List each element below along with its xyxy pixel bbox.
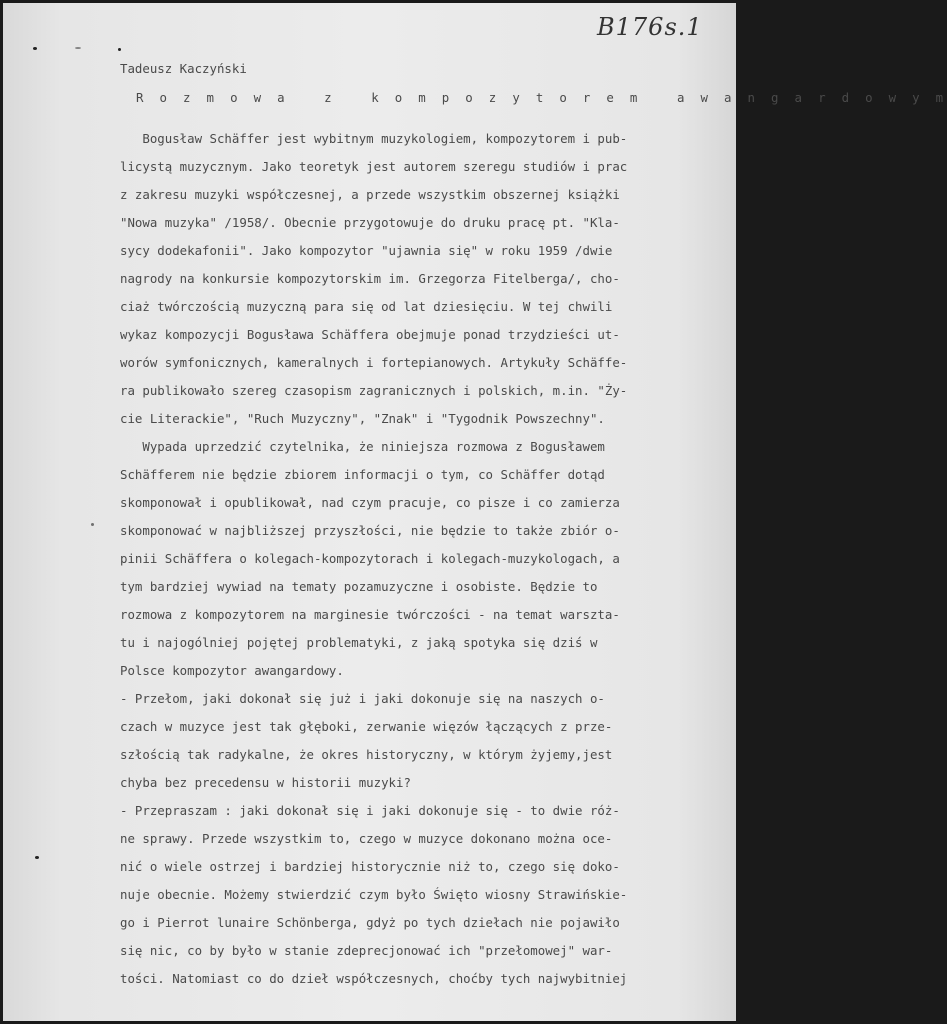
text-line: pinii Schäffera o kolegach-kompozytorach i kolegach-muzykologach, a bbox=[120, 551, 620, 566]
typed-page bbox=[3, 3, 947, 1021]
text-line: nić o wiele ostrzej i bardziej historycznie niż to, czego się doko- bbox=[120, 859, 620, 874]
scan-speck bbox=[75, 47, 81, 49]
text-line: - Przepraszam : jaki dokonał się i jaki dokonuje się - to dwie róż- bbox=[120, 803, 620, 818]
scan-speck bbox=[91, 523, 94, 526]
text-line: z zakresu muzyki współczesnej, a przede wszystkim obszernej książki bbox=[120, 187, 620, 202]
author-name: Tadeusz Kaczyński bbox=[120, 61, 247, 76]
text-line: Bogusław Schäffer jest wybitnym muzykologiem, kompozytorem i pub- bbox=[120, 131, 628, 146]
text-line: skomponował i opublikował, nad czym pracuje, co pisze i co zamierza bbox=[120, 495, 620, 510]
text-line: cie Literackie", "Ruch Muzyczny", "Znak" i "Tygodnik Powszechny". bbox=[120, 411, 605, 426]
text-line: skomponować w najbliższej przyszłości, nie będzie to także zbiór o- bbox=[120, 523, 620, 538]
text-line: się nic, co by było w stanie zdeprecjonować ich "przełomowej" war- bbox=[120, 943, 613, 958]
text-line: szłością tak radykalne, że okres historyczny, w którym żyjemy,jest bbox=[120, 747, 613, 762]
document-title: R o z m o w a z k o m p o z y t o r e m a w a n g a r d o w y m bbox=[136, 90, 947, 105]
text-line: go i Pierrot lunaire Schönberga, gdyż po tych dziełach nie pojawiło bbox=[120, 915, 620, 930]
text-line: chyba bez precedensu w historii muzyki? bbox=[120, 775, 411, 790]
scan-speck bbox=[118, 48, 121, 51]
text-line: worów symfonicznych, kameralnych i fortepianowych. Artykuły Schäffe- bbox=[120, 355, 628, 370]
text-line: sycy dodekafonii". Jako kompozytor "ujawnia się" w roku 1959 /dwie bbox=[120, 243, 613, 258]
text-line: nagrody na konkursie kompozytorskim im. Grzegorza Fitelberga/, cho- bbox=[120, 271, 620, 286]
text-line: Wypada uprzedzić czytelnika, że niniejsza rozmowa z Bogusławem bbox=[120, 439, 605, 454]
text-line: "Nowa muzyka" /1958/. Obecnie przygotowuje do druku pracę pt. "Kla- bbox=[120, 215, 620, 230]
text-line: czach w muzyce jest tak głęboki, zerwanie więzów łączących z prze- bbox=[120, 719, 613, 734]
scan-speck bbox=[35, 856, 39, 859]
text-line: tu i najogólniej pojętej problematyki, z jaką spotyka się dziś w bbox=[120, 635, 598, 650]
scan-speck bbox=[33, 47, 37, 50]
text-line: Schäfferem nie będzie zbiorem informacji o tym, co Schäffer dotąd bbox=[120, 467, 605, 482]
archive-annotation: B176s.1 bbox=[597, 13, 703, 41]
text-line: tości. Natomiast co do dzieł współczesnych, choćby tych najwybitniej bbox=[120, 971, 628, 986]
text-line: tym bardziej wywiad na tematy pozamuzyczne i osobiste. Będzie to bbox=[120, 579, 598, 594]
text-line: nuje obecnie. Możemy stwierdzić czym było Święto wiosny Strawińskie- bbox=[120, 887, 628, 902]
text-line: ne sprawy. Przede wszystkim to, czego w muzyce dokonano można oce- bbox=[120, 831, 613, 846]
text-line: Polsce kompozytor awangardowy. bbox=[120, 663, 344, 678]
text-line: rozmowa z kompozytorem na marginesie twórczości - na temat warszta- bbox=[120, 607, 620, 622]
text-line: licystą muzycznym. Jako teoretyk jest autorem szeregu studiów i prac bbox=[120, 159, 628, 174]
text-line: ciaż twórczością muzyczną para się od lat dziesięciu. W tej chwili bbox=[120, 299, 613, 314]
text-line: - Przełom, jaki dokonał się już i jaki dokonuje się na naszych o- bbox=[120, 691, 605, 706]
text-line: wykaz kompozycji Bogusława Schäffera obejmuje ponad trzydzieści ut- bbox=[120, 327, 620, 342]
text-line: ra publikowało szereg czasopism zagranicznych i polskich, m.in. "Ży- bbox=[120, 383, 628, 398]
